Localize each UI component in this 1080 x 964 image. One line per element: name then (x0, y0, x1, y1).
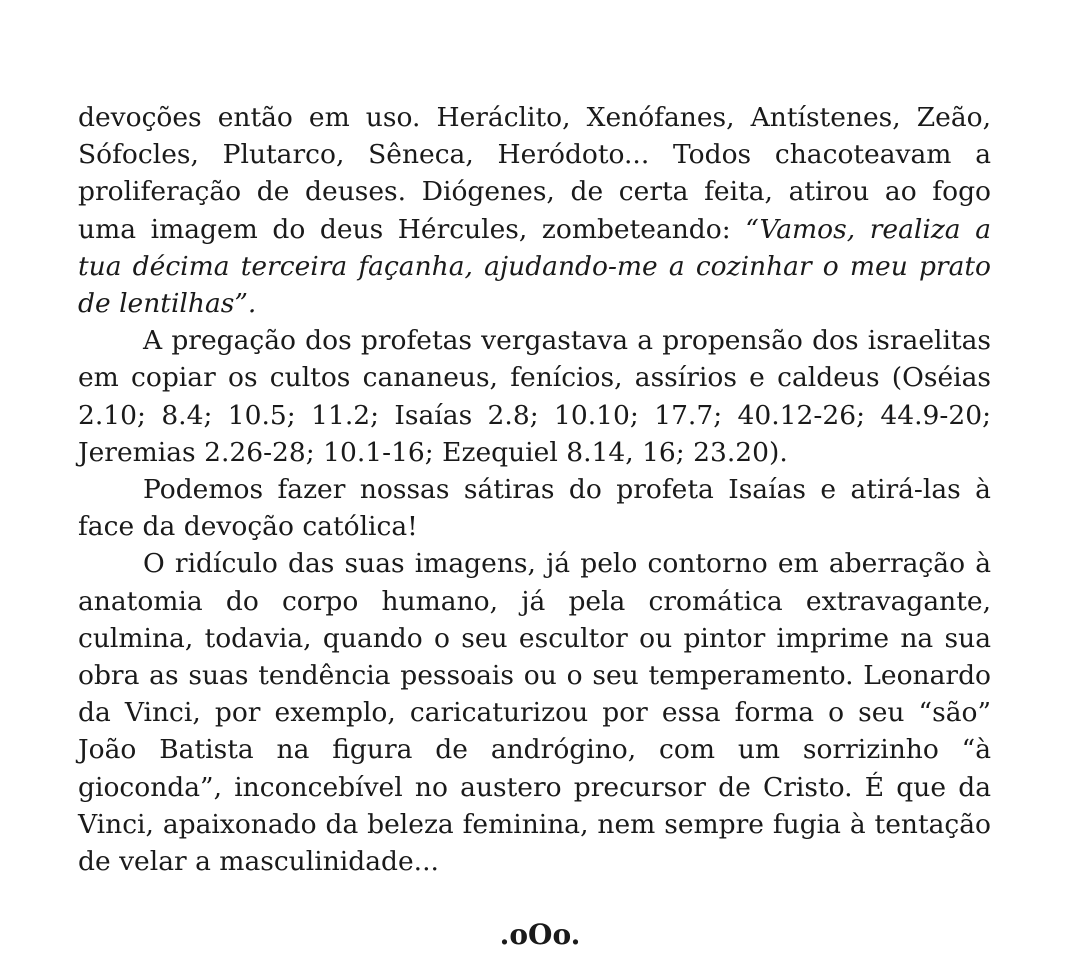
paragraph-2: A pregação dos profetas vergastava a propensão dos israelitas em copiar os cultos cananeus, fenícios, assírios e caldeus (Oséias 2.10; 8.4; 10.5; 11.2; Isaías 2.8; 10.10; 17.7; 40.12-26; 44.9-20; Jeremias 2.26-28; 10.1-16; Ezequiel 8.14, 16; 23.20). (78, 325, 991, 468)
paragraph-1 (78, 99, 991, 322)
diogenes-quote: “Vamos, realiza a tua décima terceira façanha, ajudando-me a cozinhar o meu prato de lentilhas”. (78, 213, 991, 320)
paragraph-3: Podemos fazer nossas sátiras do profeta Isaías e atirá-las à face da devoção católica! (78, 474, 991, 543)
paragraph-1-text: devoções então em uso. Heráclito, Xenófanes, Antístenes, Zeão, Sófocles, Plutarco, Sêneca, Heródoto... Todos chacoteavam a proliferação de deuses. Diógenes, de certa feita, atirou ao fogo uma imagem do deus Hércules, zombeteando: (78, 102, 991, 245)
section-separator: .oOo. (499, 918, 581, 951)
paragraph-4: O ridículo das suas imagens, já pelo contorno em aberração à anatomia do corpo humano, já pela cromática extravagante, culmina, todavia, quando o seu escultor ou pintor imprime na sua obra as suas tendência pessoais ou o seu temperamento. Leonardo da Vinci, por exemplo, caricaturizou por essa forma o seu “são” João Batista na figura de andrógino, com um sorrizinho “à gioconda”, inconcebível no austero precursor de Cristo. É que da Vinci, apaixonado da beleza feminina, nem sempre fugia à tentação de velar a masculinidade... (78, 548, 991, 878)
document-body (78, 99, 991, 880)
